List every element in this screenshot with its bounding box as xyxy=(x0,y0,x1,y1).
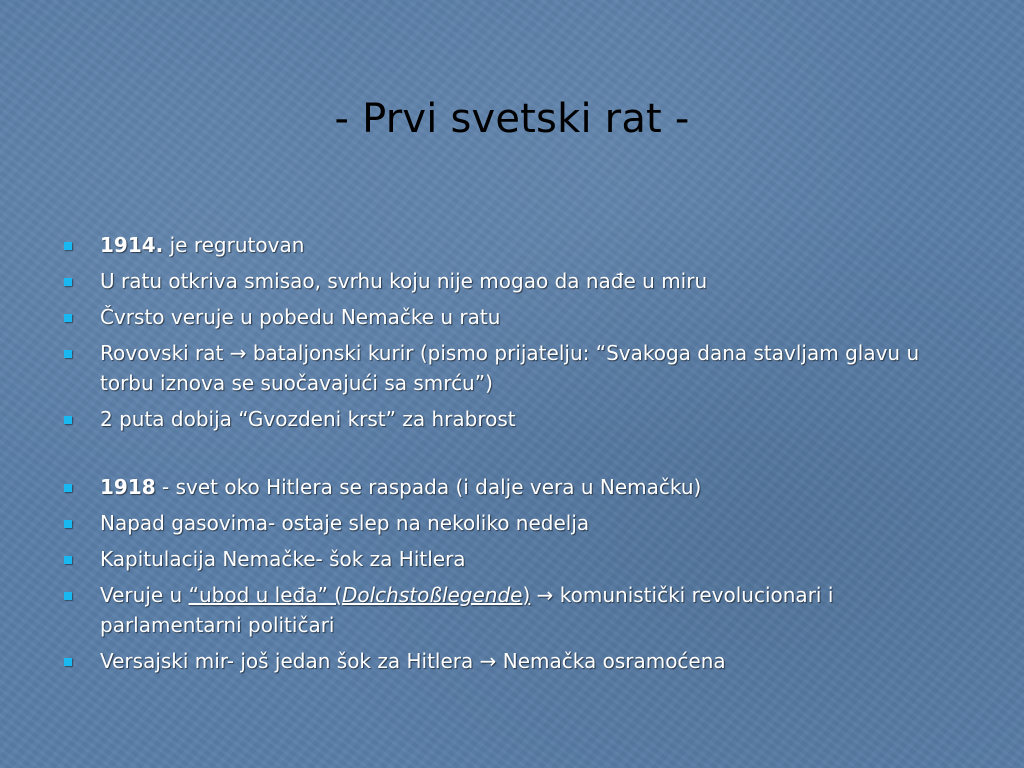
square-bullet-icon xyxy=(64,592,72,600)
list-item xyxy=(58,404,958,434)
list-item xyxy=(58,338,958,398)
list-item xyxy=(58,472,958,502)
bullet-text: Čvrsto veruje u pobedu Nemačke u ratu xyxy=(100,305,501,329)
square-bullet-icon xyxy=(64,556,72,564)
bullet-text-suffix: → komunistički revolucionari i parlamentarni političari xyxy=(100,583,834,637)
bullet-text: Napad gasovima- ostaje slep na nekoliko nedelja xyxy=(100,511,590,535)
bullet-text: - svet oko Hitlera se raspada (i dalje vera u Nemačku) xyxy=(155,475,702,499)
list-item xyxy=(58,230,958,260)
square-bullet-icon xyxy=(64,658,72,666)
bullet-list xyxy=(58,230,958,682)
square-bullet-icon xyxy=(64,242,72,250)
italic-term: Dolchstoßlegende xyxy=(341,583,523,607)
list-item xyxy=(58,580,958,640)
list-item xyxy=(58,646,958,676)
bullet-text: Kapitulacija Nemačke- šok za Hitlera xyxy=(100,547,466,571)
list-item xyxy=(58,544,958,574)
square-bullet-icon xyxy=(64,520,72,528)
bullet-text: Rovovski rat → bataljonski kurir (pismo prijatelju: “Svakoga dana stavljam glavu u torbu iznova se suočavajući sa smrću”) xyxy=(100,341,920,395)
bullet-text-prefix: Veruje u xyxy=(100,583,189,607)
list-item xyxy=(58,508,958,538)
bullet-text: Versajski mir- još jedan šok za Hitlera → Nemačka osramoćena xyxy=(100,649,726,673)
list-item xyxy=(58,302,958,332)
square-bullet-icon xyxy=(64,416,72,424)
square-bullet-icon xyxy=(64,484,72,492)
slide-title: - Prvi svetski rat - xyxy=(334,96,690,142)
bullet-text: je regrutovan xyxy=(163,233,305,257)
list-item xyxy=(58,266,958,296)
square-bullet-icon xyxy=(64,314,72,322)
year-label: 1918 xyxy=(100,475,156,499)
bullet-text: 2 puta dobija “Gvozdeni krst” za hrabrost xyxy=(100,407,516,431)
underlined-phrase: “ubod u leđa” ( xyxy=(188,583,342,607)
year-label: 1914. xyxy=(100,233,164,257)
square-bullet-icon xyxy=(64,278,72,286)
underlined-close: ) xyxy=(522,583,531,607)
square-bullet-icon xyxy=(64,350,72,358)
bullet-text: U ratu otkriva smisao, svrhu koju nije mogao da nađe u miru xyxy=(100,269,708,293)
